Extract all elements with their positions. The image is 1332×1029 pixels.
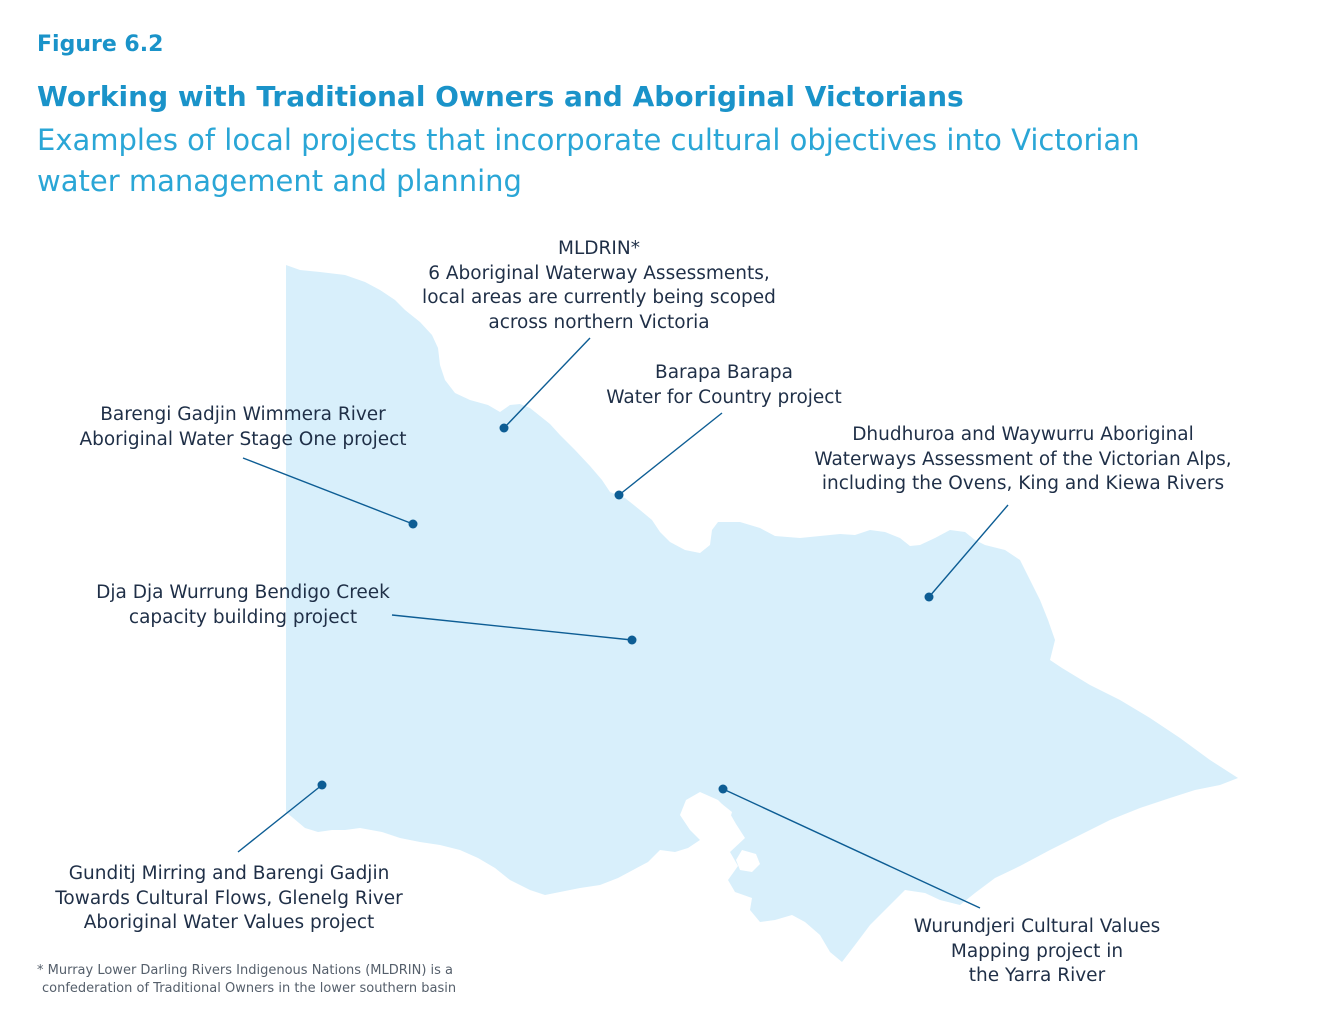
callout-djadja bbox=[96, 581, 390, 630]
callout-line: Aboriginal Water Values project bbox=[83, 912, 375, 933]
callout-line: Aboriginal Water Stage One project bbox=[79, 428, 407, 450]
footnote-line: confederation of Traditional Owners in the lower southern basin bbox=[42, 980, 457, 996]
marker-gunditj bbox=[318, 781, 327, 790]
callout-line: capacity building project bbox=[128, 606, 358, 628]
leader-line-mldrin bbox=[504, 338, 590, 428]
callout-line: Water for Country project bbox=[606, 386, 842, 408]
callout-line: the Yarra River bbox=[968, 965, 1106, 986]
marker-barengi bbox=[409, 520, 418, 529]
callout-line: 6 Aboriginal Waterway Assessments, bbox=[428, 262, 770, 284]
callout-line: Waterways Assessment of the Victorian Alps, bbox=[814, 448, 1232, 470]
marker-barapa bbox=[615, 491, 624, 500]
marker-dhudhuroa bbox=[925, 593, 934, 602]
figure-subtitle: Examples of local projects that incorporate cultural objectives into Victorian water management and planning bbox=[37, 123, 1140, 198]
marker-mldrin bbox=[500, 424, 509, 433]
footnote-line: * Murray Lower Darling Rivers Indigenous Nations (MLDRIN) is a bbox=[37, 963, 454, 978]
callout-line: local areas are currently being scoped bbox=[422, 287, 776, 308]
callout-line: Dja Dja Wurrung Bendigo Creek bbox=[96, 582, 390, 603]
callout-line: Mapping project in bbox=[950, 940, 1124, 962]
callout-mldrin bbox=[422, 237, 776, 335]
callout-line: Barapa Barapa bbox=[655, 362, 793, 383]
marker-djadja bbox=[628, 636, 637, 645]
callout-line: including the Ovens, King and Kiewa Rivers bbox=[821, 473, 1225, 494]
figure-label: Figure 6.2 bbox=[37, 32, 164, 57]
marker-wurundjeri bbox=[719, 785, 728, 794]
callout-line: across northern Victoria bbox=[488, 311, 710, 333]
callout-barengi bbox=[79, 403, 406, 452]
leader-line-barapa bbox=[619, 413, 722, 495]
callout-line: Barengi Gadjin Wimmera River bbox=[100, 404, 386, 425]
callout-line: Gunditj Mirring and Barengi Gadjin bbox=[68, 863, 390, 884]
callout-barapa bbox=[606, 361, 841, 410]
callout-line: Dhudhuroa and Waywurru Aboriginal bbox=[852, 424, 1194, 445]
callout-gunditj bbox=[55, 862, 403, 936]
callout-line: Wurundjeri Cultural Values bbox=[913, 916, 1161, 937]
callout-line: Towards Cultural Flows, Glenelg River bbox=[55, 887, 403, 909]
callout-line: MLDRIN* bbox=[558, 238, 640, 259]
callout-dhudhuroa bbox=[814, 423, 1231, 497]
figure-title: Working with Traditional Owners and Aboriginal Victorians bbox=[37, 80, 964, 113]
callout-wurundjeri bbox=[914, 915, 1160, 989]
footnote bbox=[37, 962, 456, 997]
